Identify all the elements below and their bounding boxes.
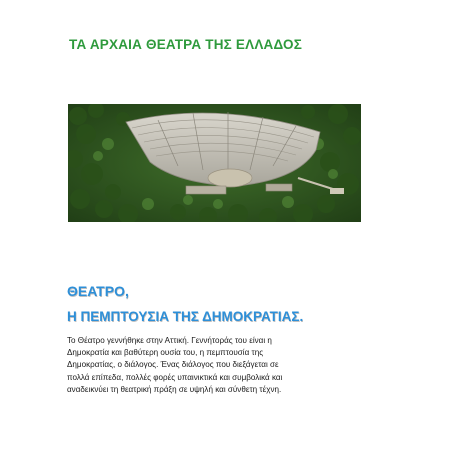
paragraph-line: αναδεικνύει τη θεατρική πράξη σε υψηλή και σύνθετη τέχνη.	[67, 384, 282, 394]
body-paragraph	[67, 335, 387, 396]
paragraph-line: Δημοκρατία και βαθύτερη ουσία του, η πεμπτουσία της	[67, 348, 264, 358]
ancient-theatre-photo	[68, 104, 361, 222]
section-subheading: Η ΠΕΜΠΤΟΥΣΙΑ ΤΗΣ ΔΗΜΟΚΡΑΤΙΑΣ.	[67, 309, 304, 324]
paragraph-line: Το Θέατρο γεννήθηκε στην Αττική. Γεννήτοράς του είναι η	[67, 336, 272, 345]
section-heading: ΘΕΑΤΡΟ,	[67, 283, 129, 299]
document-title: ΤΑ ΑΡΧΑΙΑ ΘΕΑΤΡΑ ΤΗΣ ΕΛΛΑΔΟΣ	[69, 37, 303, 52]
paragraph-line: πολλά επίπεδα, πολλές φορές υπαινικτικά και συμβολικά και	[67, 372, 283, 382]
paragraph-line: Δημοκρατίας, ο διάλογος. Ένας διάλογος που διεξάγεται σε	[67, 360, 279, 370]
